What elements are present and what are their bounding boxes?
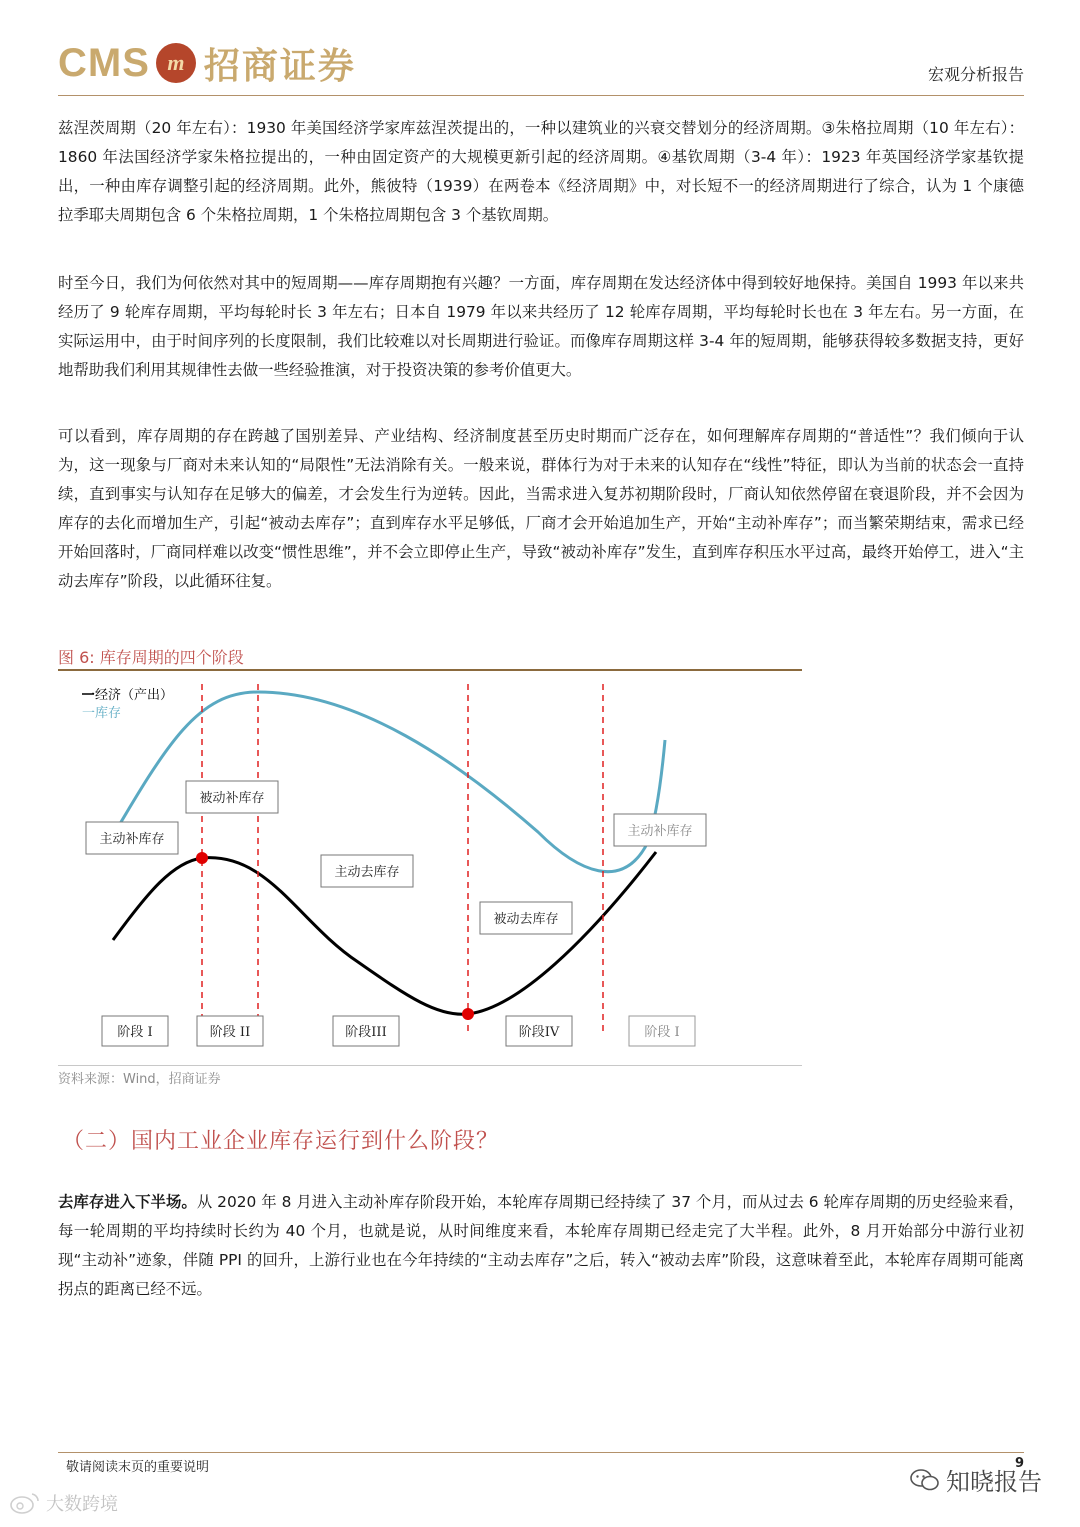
report-type: 宏观分析报告 bbox=[927, 65, 1024, 84]
page-header bbox=[58, 38, 1024, 96]
phase-label-box bbox=[480, 902, 572, 934]
stage-label-box bbox=[629, 1016, 695, 1046]
turning-point-peak bbox=[196, 852, 208, 864]
phase-label: 主动去库存 bbox=[334, 865, 400, 880]
paragraph-4-body: 从 2020 年 8 月进入主动补库存阶段开始，本轮库存周期已经持续了 37 个月，而从过去 6 轮库存周期的历史经验来看，每一轮周期的平均持续时长约为 40 个月，也就是说，从时间维度来看，本轮库存周期已经走完了大半程。此外，8 月开始部分中游行业初现“主动补”迹象，伴随 PPI 的回升，上游行业也在今年持续的“主动去库存”之后，转入“被动去库”阶段，这意味着至此，本轮库存周期可能离拐点的距离已经不远。 bbox=[58, 1193, 1024, 1298]
phase-label: 主动补库存 bbox=[627, 824, 693, 839]
phase-label: 主动补库存 bbox=[99, 832, 165, 847]
turning-point-trough bbox=[462, 1008, 474, 1020]
watermark-right-text: 知晓报告 bbox=[946, 1468, 1042, 1496]
stage-label-box bbox=[197, 1016, 263, 1046]
footer-divider bbox=[58, 1452, 1024, 1453]
legend-label-economy: 一经济（产出） bbox=[82, 688, 174, 703]
page-number: 9 bbox=[1014, 1456, 1024, 1471]
watermark-left bbox=[8, 1490, 118, 1516]
wechat-icon bbox=[910, 1468, 940, 1492]
paragraph-1: 兹涅茨周期（20 年左右）：1930 年美国经济学家库兹涅茨提出的，一种以建筑业的兴衰交替划分的经济周期。③朱格拉周期（10 年左右）：1860 年法国经济学家朱格拉提出的，一种由固定资产的大规模更新引起的经济周期。④基钦周期（3-4 年）：1923 年英国经济学家基钦提出，一种由库存调整引起的经济周期。此外，熊彼特（1939）在两卷本《经济周期》中，对长短不一的经济周期进行了综合，认为 1 个康德拉季耶夫周期包含 6 个朱格拉周期，1 个朱格拉周期包含 3 个基钦周期。 bbox=[58, 119, 1024, 224]
legend-label-inventory: 一库存 bbox=[82, 706, 122, 721]
paragraph-3: 可以看到，库存周期的存在跨越了国别差异、产业结构、经济制度甚至历史时期而广泛存在，如何理解库存周期的“普适性”？我们倾向于认为，这一现象与厂商对未来认知的“局限性”无法消除有关。一般来说，群体行为对于未来的认知存在“线性”特征，即认为当前的状态会一直持续，直到事实与认知存在足够大的偏差，才会发生行为逆转。因此，当需求进入复苏初期阶段时，厂商认知依然停留在衰退阶段，并不会因为库存的去化而增加生产，引起“被动去库存”；直到库存水平足够低，厂商才会开始追加生产，开始“主动补库存”；而当繁荣期结束，需求已经开始回落时，厂商同样难以改变“惯性思维”，并不会立即停止生产，导致“被动补库存”发生，直到库存积压水平过高，最终开始停工，进入“主动去库存”阶段，以此循环往复。 bbox=[58, 427, 1024, 590]
inventory-cycle-chart bbox=[58, 672, 802, 1062]
stage-label: 阶段IV bbox=[518, 1025, 560, 1040]
logo-chinese: 招商证券 bbox=[203, 44, 356, 87]
logo-latin: CMS bbox=[58, 40, 150, 85]
figure-title-rule bbox=[58, 669, 802, 671]
stage-label: 阶段 I bbox=[644, 1025, 680, 1040]
paragraph-2: 时至今日，我们为何依然对其中的短周期——库存周期抱有兴趣？一方面，库存周期在发达经济体中得到较好地保持。美国自 1993 年以来共经历了 9 轮库存周期，平均每轮时长 3 年左右；日本自 1979 年以来共经历了 12 轮库存周期，平均每轮时长也在 3 年左右。另一方面，在实际运用中，由于时间序列的长度限制，我们比较难以对长周期进行验证。而像库存周期这样 3-4 年的短周期，能够获得较多数据支持，更好地帮助我们利用其规律性去做一些经验推演，对于投资决策的参考价值更大。 bbox=[58, 274, 1024, 379]
stage-label: 阶段 II bbox=[209, 1025, 251, 1040]
phase-label-box bbox=[614, 814, 706, 846]
phase-label-box bbox=[186, 781, 278, 813]
stage-label: 阶段III bbox=[345, 1025, 387, 1040]
cms-logo bbox=[58, 38, 356, 88]
stage-label: 阶段 I bbox=[117, 1025, 153, 1040]
weibo-icon bbox=[8, 1491, 42, 1515]
paragraph-4-lead: 去库存进入下半场。 bbox=[58, 1193, 197, 1211]
stage-label-box bbox=[333, 1016, 399, 1046]
stage-label-box bbox=[102, 1016, 168, 1046]
phase-label-box bbox=[321, 855, 413, 887]
header-divider bbox=[58, 95, 1024, 96]
phase-label: 被动去库存 bbox=[493, 912, 559, 927]
footer-note: 敬请阅读末页的重要说明 bbox=[66, 1460, 210, 1475]
figure-source: 资料来源：Wind，招商证券 bbox=[58, 1072, 221, 1087]
paragraph-4 bbox=[58, 1188, 1024, 1304]
figure-bottom-rule bbox=[58, 1065, 802, 1066]
watermark-right bbox=[910, 1462, 1042, 1497]
logo-badge-icon: m bbox=[156, 43, 196, 83]
phase-label: 被动补库存 bbox=[199, 791, 265, 806]
stage-label-box bbox=[506, 1016, 572, 1046]
watermark-left-text: 大数跨境 bbox=[46, 1494, 118, 1515]
phase-label-box bbox=[86, 822, 178, 854]
figure-title: 图 6: 库存周期的四个阶段 bbox=[58, 648, 244, 667]
section-heading: （二）国内工业企业库存运行到什么阶段？ bbox=[62, 1129, 500, 1154]
